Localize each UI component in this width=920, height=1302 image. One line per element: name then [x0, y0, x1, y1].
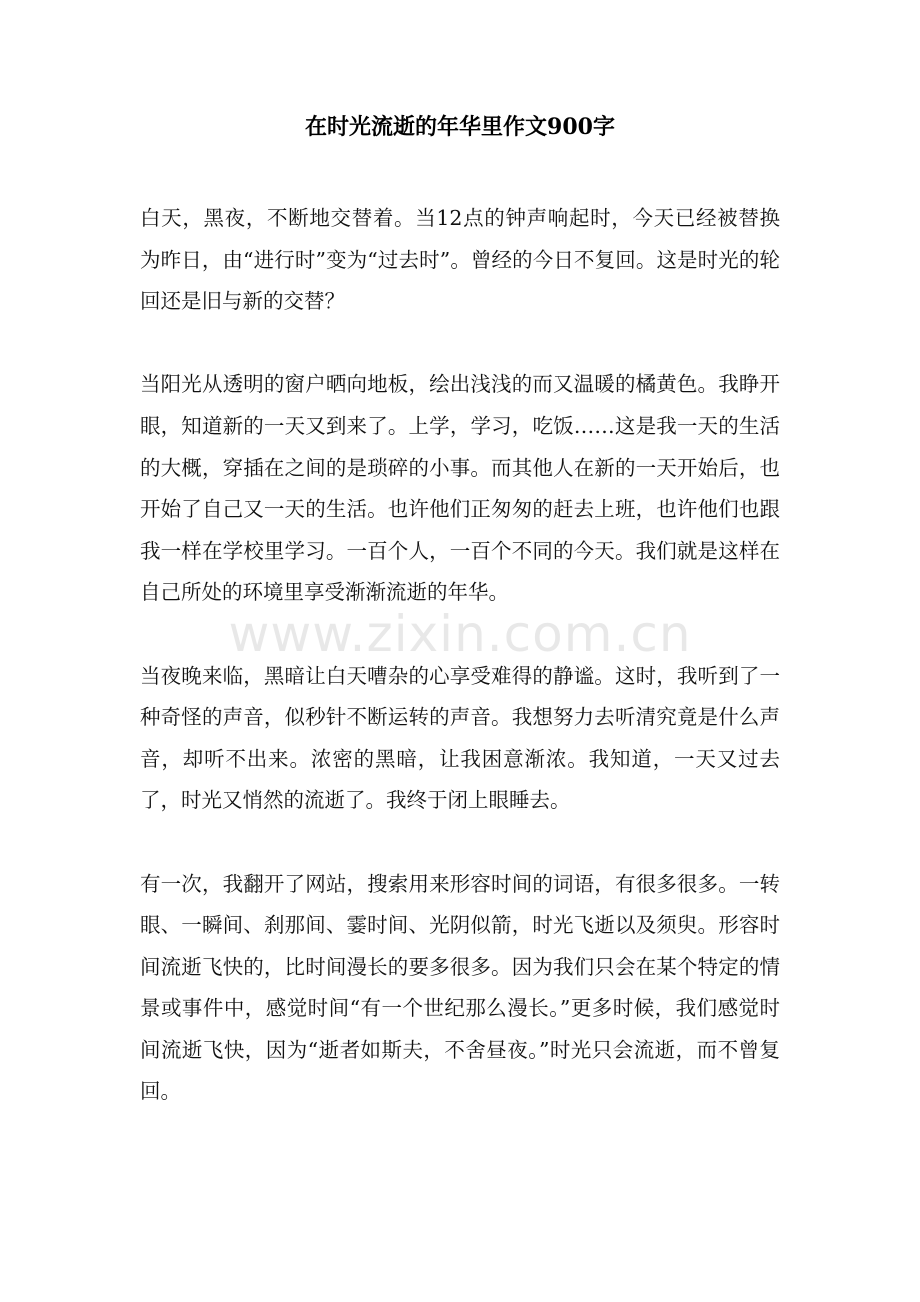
paragraph-2: 当阳光从透明的窗户晒向地板，绘出浅浅的而又温暖的橘黄色。我睁开眼，知道新的一天又到来了。上学，学习，吃饭……这是我一天的生活的大概，穿插在之间的是琐碎的小事。而其他人在新的一天开始后，也开始了自己又一天的生活。也许他们正匆匆的赶去上班，也许他们也跟我一样在学校里学习。一百个人，一百个不同的今天。我们就是这样在自己所处的环境里享受渐渐流逝的年华。 — [140, 372, 780, 605]
paragraph-4: 有一次，我翻开了网站，搜索用来形容时间的词语，有很多很多。一转眼、一瞬间、刹那间、霎时间、光阴似箭，时光飞逝以及须臾。形容时间流逝飞快的，比时间漫长的要多很多。因为我们只会在某个特定的情景或事件中，感觉时间“有一个世纪那么漫长。”更多时候，我们感觉时间流逝飞快，因为“逝者如斯夫，不舍昼夜。”时光只会流逝，而不曾复回。 — [140, 871, 780, 1104]
paragraph-3: 当夜晚来临，黑暗让白天嘈杂的心享受难得的静谧。这时，我听到了一种奇怪的声音，似秒针不断运转的声音。我想努力去听清究竟是什么声音，却听不出来。浓密的黑暗，让我困意渐浓。我知道，一天又过去了，时光又悄然的流逝了。我终于闭上眼睡去。 — [140, 663, 780, 813]
paragraph-1: 白天，黑夜，不断地交替着。当12点的钟声响起时，今天已经被替换为昨日，由“进行时”变为“过去时”。曾经的今日不复回。这是时光的轮回还是旧与新的交替？ — [140, 206, 780, 314]
document-title: 在时光流逝的年华里作文900字 — [305, 114, 615, 140]
document-body — [140, 198, 780, 1155]
watermark: www.zixin.com.cn — [228, 605, 692, 663]
